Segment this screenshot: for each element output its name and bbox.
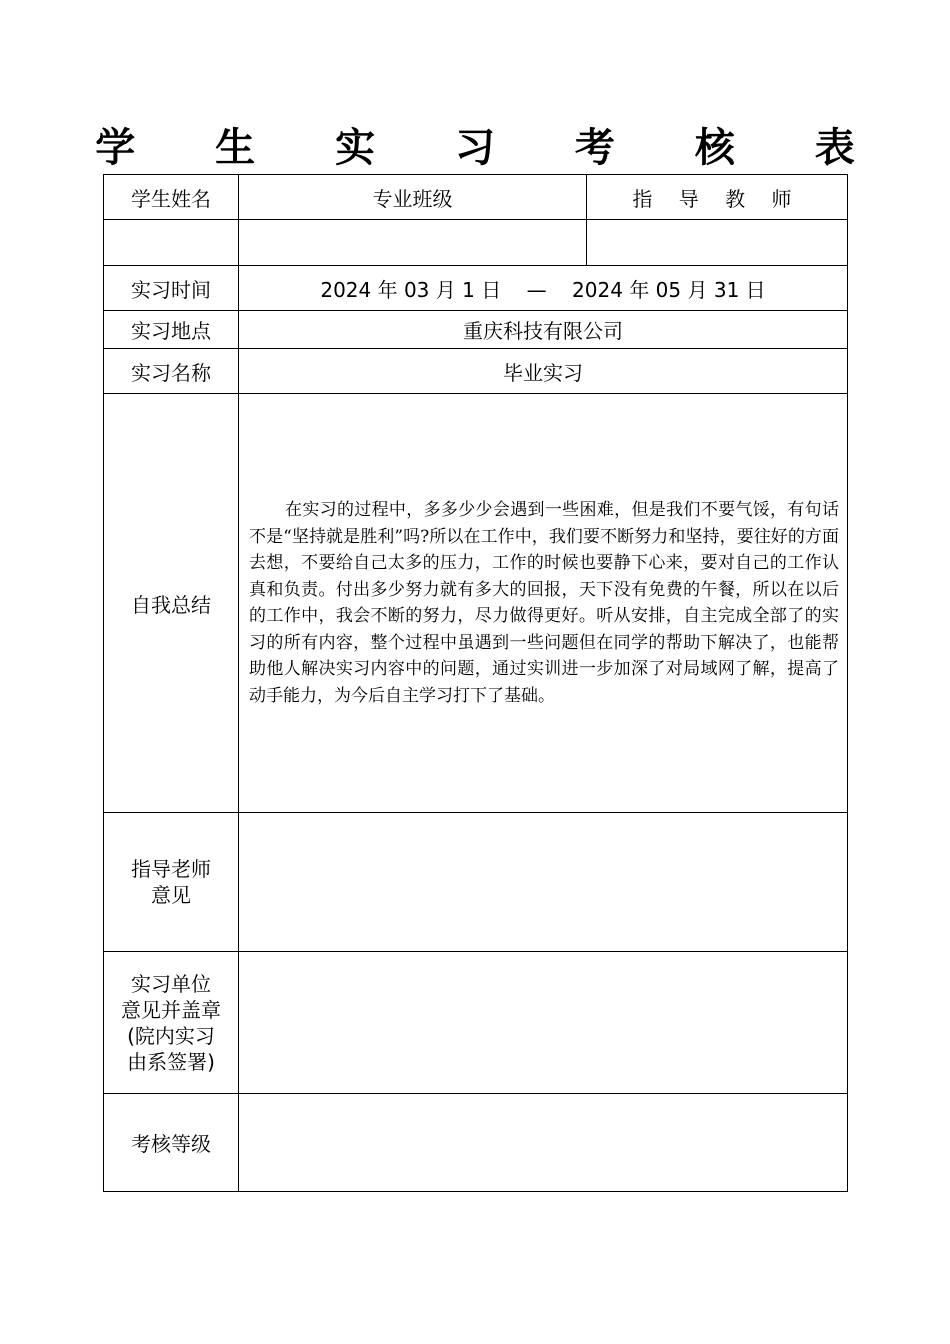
internship-time-row — [104, 266, 848, 311]
grade-field[interactable] — [239, 1094, 848, 1192]
info-values-row — [104, 220, 848, 266]
self-summary-cell — [239, 394, 848, 813]
student-name-field[interactable] — [104, 220, 239, 266]
student-name-header: 学生姓名 — [104, 175, 239, 220]
unit-opinion-label — [104, 952, 239, 1094]
advisor-header: 指 导 教 师 — [587, 175, 848, 220]
internship-name-value: 毕业实习 — [239, 349, 848, 394]
unit-opinion-row — [104, 952, 848, 1094]
advisor-opinion-field[interactable] — [239, 813, 848, 952]
unit-opinion-label-line4: 由系签署) — [127, 1049, 215, 1074]
internship-location-row — [104, 311, 848, 349]
major-class-header: 专业班级 — [239, 175, 587, 220]
assessment-form-table — [103, 174, 848, 1192]
internship-time-value: 2024 年 03 月 1 日 — 2024 年 05 月 31 日 — [239, 266, 848, 311]
unit-opinion-label-line3: (院内实习 — [127, 1023, 215, 1048]
unit-opinion-field[interactable] — [239, 952, 848, 1094]
unit-opinion-label-line2: 意见并盖章 — [121, 997, 221, 1022]
internship-time-label: 实习时间 — [104, 266, 239, 311]
internship-name-label: 实习名称 — [104, 349, 239, 394]
page-title: 学 生 实 习 考 核 表 — [95, 125, 888, 171]
advisor-opinion-label-line1: 指导老师 — [131, 857, 211, 881]
self-summary-row — [104, 394, 848, 813]
internship-location-value: 重庆科技有限公司 — [239, 311, 848, 349]
internship-name-row — [104, 349, 848, 394]
internship-location-label: 实习地点 — [104, 311, 239, 349]
advisor-field[interactable] — [587, 220, 848, 266]
grade-row — [104, 1094, 848, 1192]
self-summary-text: 在实习的过程中，多多少少会遇到一些困难，但是我们不要气馁，有句话不是“坚持就是胜利”吗?所以在工作中，我们要不断努力和坚持，要往好的方面去想，不要给自己太多的压力，工作的时候也要静下心来，要对自己的工作认真和负责。付出多少努力就有多大的回报，天下没有免费的午餐，所以在以后的工作中，我会不断的努力，尽力做得更好。听从安排，自主完成全部了的实习的所有内容，整个过程中虽遇到一些问题但在同学的帮助下解决了，也能帮助他人解决实习内容中的问题，通过实训进一步加深了对局域网了解，提高了动手能力，为今后自主学习打下了基础。 — [249, 500, 839, 706]
major-class-field[interactable] — [239, 220, 587, 266]
header-row — [104, 175, 848, 220]
grade-label: 考核等级 — [104, 1094, 239, 1192]
unit-opinion-label-line1: 实习单位 — [131, 971, 211, 996]
advisor-opinion-row — [104, 813, 848, 952]
advisor-opinion-label — [104, 813, 239, 952]
advisor-opinion-label-line2: 意见 — [151, 883, 191, 907]
self-summary-label: 自我总结 — [104, 394, 239, 813]
